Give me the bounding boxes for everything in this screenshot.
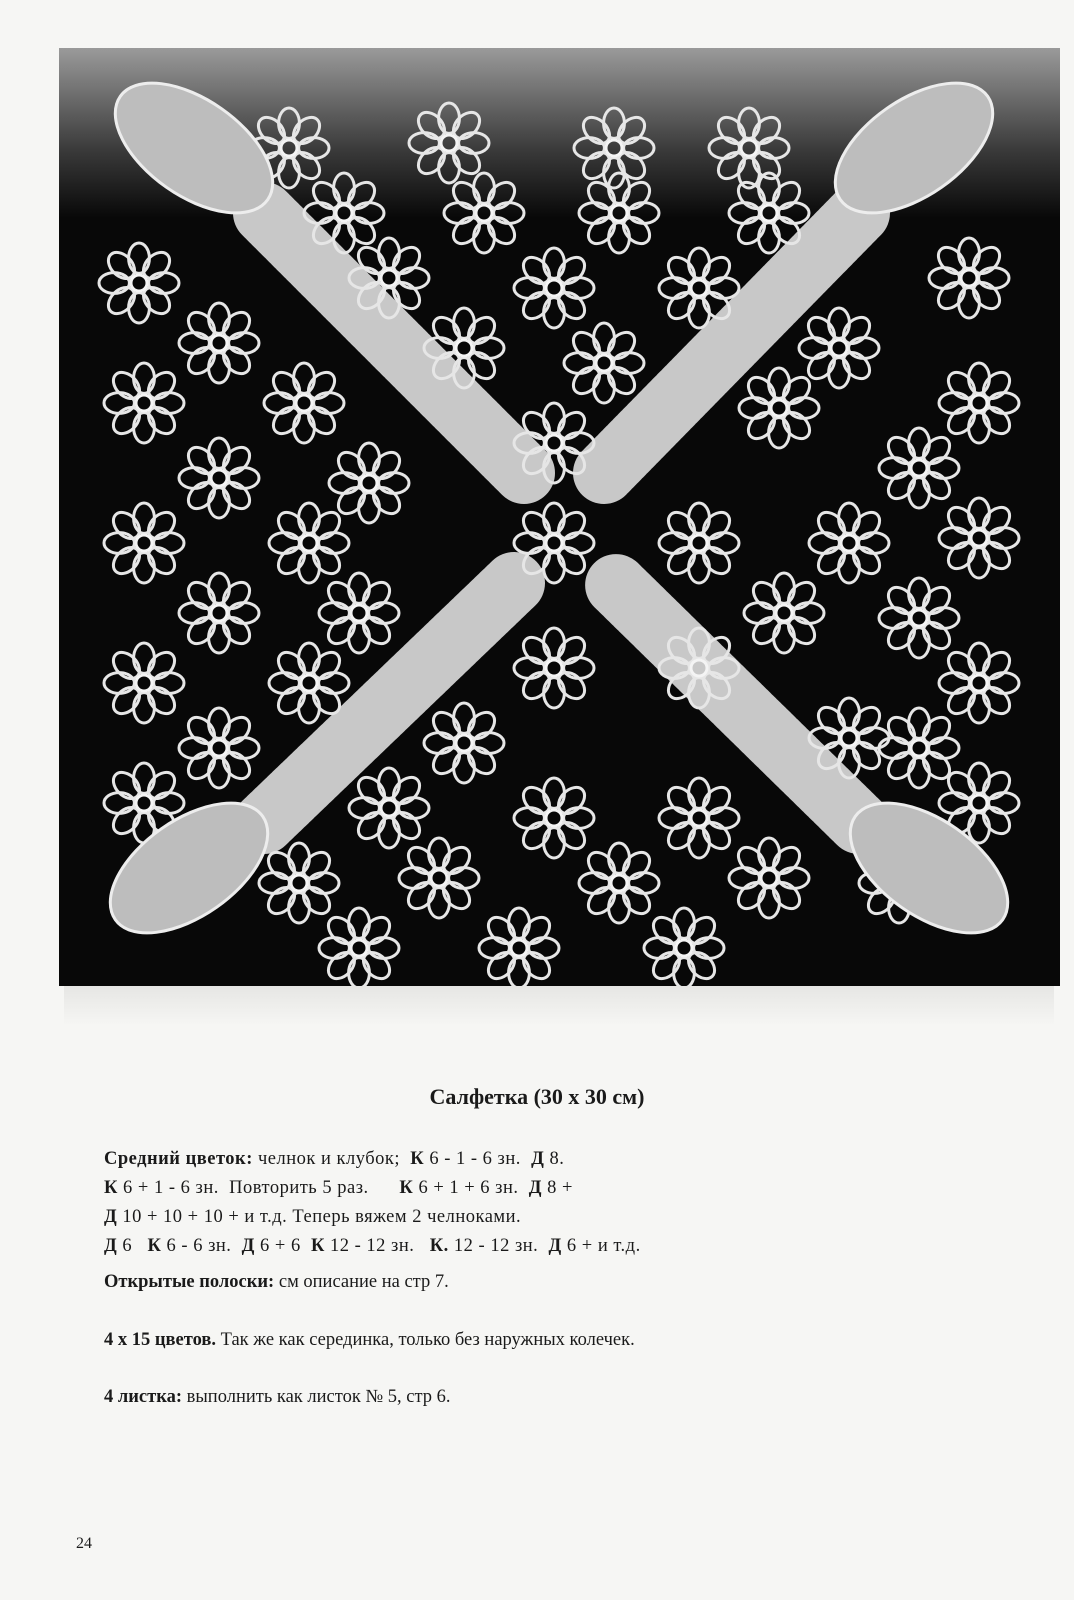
pattern-abbr: К. xyxy=(429,1236,449,1256)
leaves-heading: 4 листка: xyxy=(104,1387,183,1407)
pattern-abbr: К xyxy=(104,1178,118,1198)
tatted-flower xyxy=(514,248,594,328)
tatted-flower xyxy=(659,778,739,858)
tatted-flower xyxy=(99,243,179,323)
leaves-note xyxy=(104,1387,451,1408)
tatted-flower xyxy=(179,438,259,518)
tatted-flower xyxy=(424,703,504,783)
pattern-line xyxy=(104,1232,1004,1261)
tatted-flower xyxy=(269,503,349,583)
tatted-flower xyxy=(739,368,819,448)
tatted-flower xyxy=(514,503,594,583)
tatted-flower xyxy=(319,573,399,653)
tatted-flower xyxy=(514,778,594,858)
strips-heading: Открытые полоски: xyxy=(104,1272,275,1292)
pattern-text: 10 + 10 + 10 + и т.д. Теперь вяжем 2 челноками. xyxy=(117,1207,522,1227)
pattern-text: 6 + и т.д. xyxy=(561,1236,641,1256)
tatted-flower xyxy=(744,573,824,653)
pattern-abbr: Д xyxy=(528,1178,542,1198)
tatted-flower xyxy=(179,708,259,788)
pattern-text: 6 - 6 зн. xyxy=(161,1236,242,1256)
doily-illustration xyxy=(59,48,1060,986)
tatted-flower xyxy=(319,908,399,986)
flowers-text: Так же как серединка, только без наружных колечек. xyxy=(216,1330,635,1350)
tatted-flower xyxy=(729,838,809,918)
pattern-abbr: Д xyxy=(104,1236,118,1256)
tatted-flower xyxy=(104,363,184,443)
tatted-flower xyxy=(809,698,889,778)
page-number: 24 xyxy=(76,1535,92,1552)
tatted-flower xyxy=(479,908,559,986)
tatted-flower xyxy=(659,503,739,583)
leaves-text: выполнить как листок № 5, стр 6. xyxy=(182,1387,451,1407)
tatted-flower xyxy=(179,303,259,383)
pattern-text: 8. xyxy=(544,1149,565,1169)
tatted-flower xyxy=(104,643,184,723)
pattern-text: 6 - 1 - 6 зн. xyxy=(424,1149,532,1169)
pattern-abbr: К xyxy=(410,1149,425,1169)
flowers-heading: 4 х 15 цветов. xyxy=(104,1330,216,1350)
tatted-flower xyxy=(329,443,409,523)
pattern-abbr: К xyxy=(310,1236,325,1256)
strips-note xyxy=(104,1272,449,1293)
strips-text: см описание на стр 7. xyxy=(274,1272,449,1292)
tatted-flower xyxy=(259,843,339,923)
pattern-line xyxy=(104,1145,1004,1174)
tatted-flower xyxy=(659,248,739,328)
tatted-flower xyxy=(939,363,1019,443)
pattern-abbr: К xyxy=(147,1236,162,1256)
pattern-abbr: Д xyxy=(548,1236,562,1256)
pattern-text: 8 + xyxy=(542,1178,573,1198)
tatted-flower xyxy=(104,503,184,583)
pattern-heading: Средний цветок: xyxy=(104,1149,253,1169)
page-title: Салфетка (30 х 30 см) xyxy=(429,1084,645,1109)
tatted-flower xyxy=(939,498,1019,578)
pattern-line xyxy=(104,1174,1004,1203)
pattern-abbr: К xyxy=(399,1178,414,1198)
tatted-flower xyxy=(349,768,429,848)
tatted-flower xyxy=(929,238,1009,318)
pattern-text: 6 + 6 xyxy=(254,1236,311,1256)
tatted-flower xyxy=(264,363,344,443)
tatted-flower xyxy=(514,628,594,708)
tatted-flower xyxy=(939,643,1019,723)
pattern-text: 6 + 1 - 6 зн. Повторить 5 раз. xyxy=(117,1178,400,1198)
pattern-abbr: Д xyxy=(531,1149,545,1169)
pattern-abbr: Д xyxy=(104,1207,118,1227)
pattern-text: 6 xyxy=(117,1236,148,1256)
tatted-flower xyxy=(269,643,349,723)
pattern-text: 12 - 12 зн. xyxy=(324,1236,430,1256)
doily-photo xyxy=(59,48,1060,986)
pattern-text: челнок и клубок; xyxy=(257,1149,411,1169)
tatted-flower xyxy=(799,308,879,388)
tatted-flower xyxy=(399,838,479,918)
flowers-note xyxy=(104,1330,635,1351)
pattern-line xyxy=(104,1203,1004,1232)
scan-shadow xyxy=(64,986,1054,1026)
tatted-flower xyxy=(644,908,724,986)
tatted-flower xyxy=(564,323,644,403)
tatted-flower xyxy=(809,503,889,583)
pattern-text: 6 + 1 + 6 зн. xyxy=(413,1178,529,1198)
pattern-text: 12 - 12 зн. xyxy=(448,1236,549,1256)
pattern-abbr: Д xyxy=(241,1236,255,1256)
tatted-flower xyxy=(179,573,259,653)
tatted-flower xyxy=(579,843,659,923)
pattern-description xyxy=(104,1145,1004,1261)
tatted-flower xyxy=(879,578,959,658)
tatted-flower xyxy=(879,708,959,788)
tatted-flower xyxy=(879,428,959,508)
